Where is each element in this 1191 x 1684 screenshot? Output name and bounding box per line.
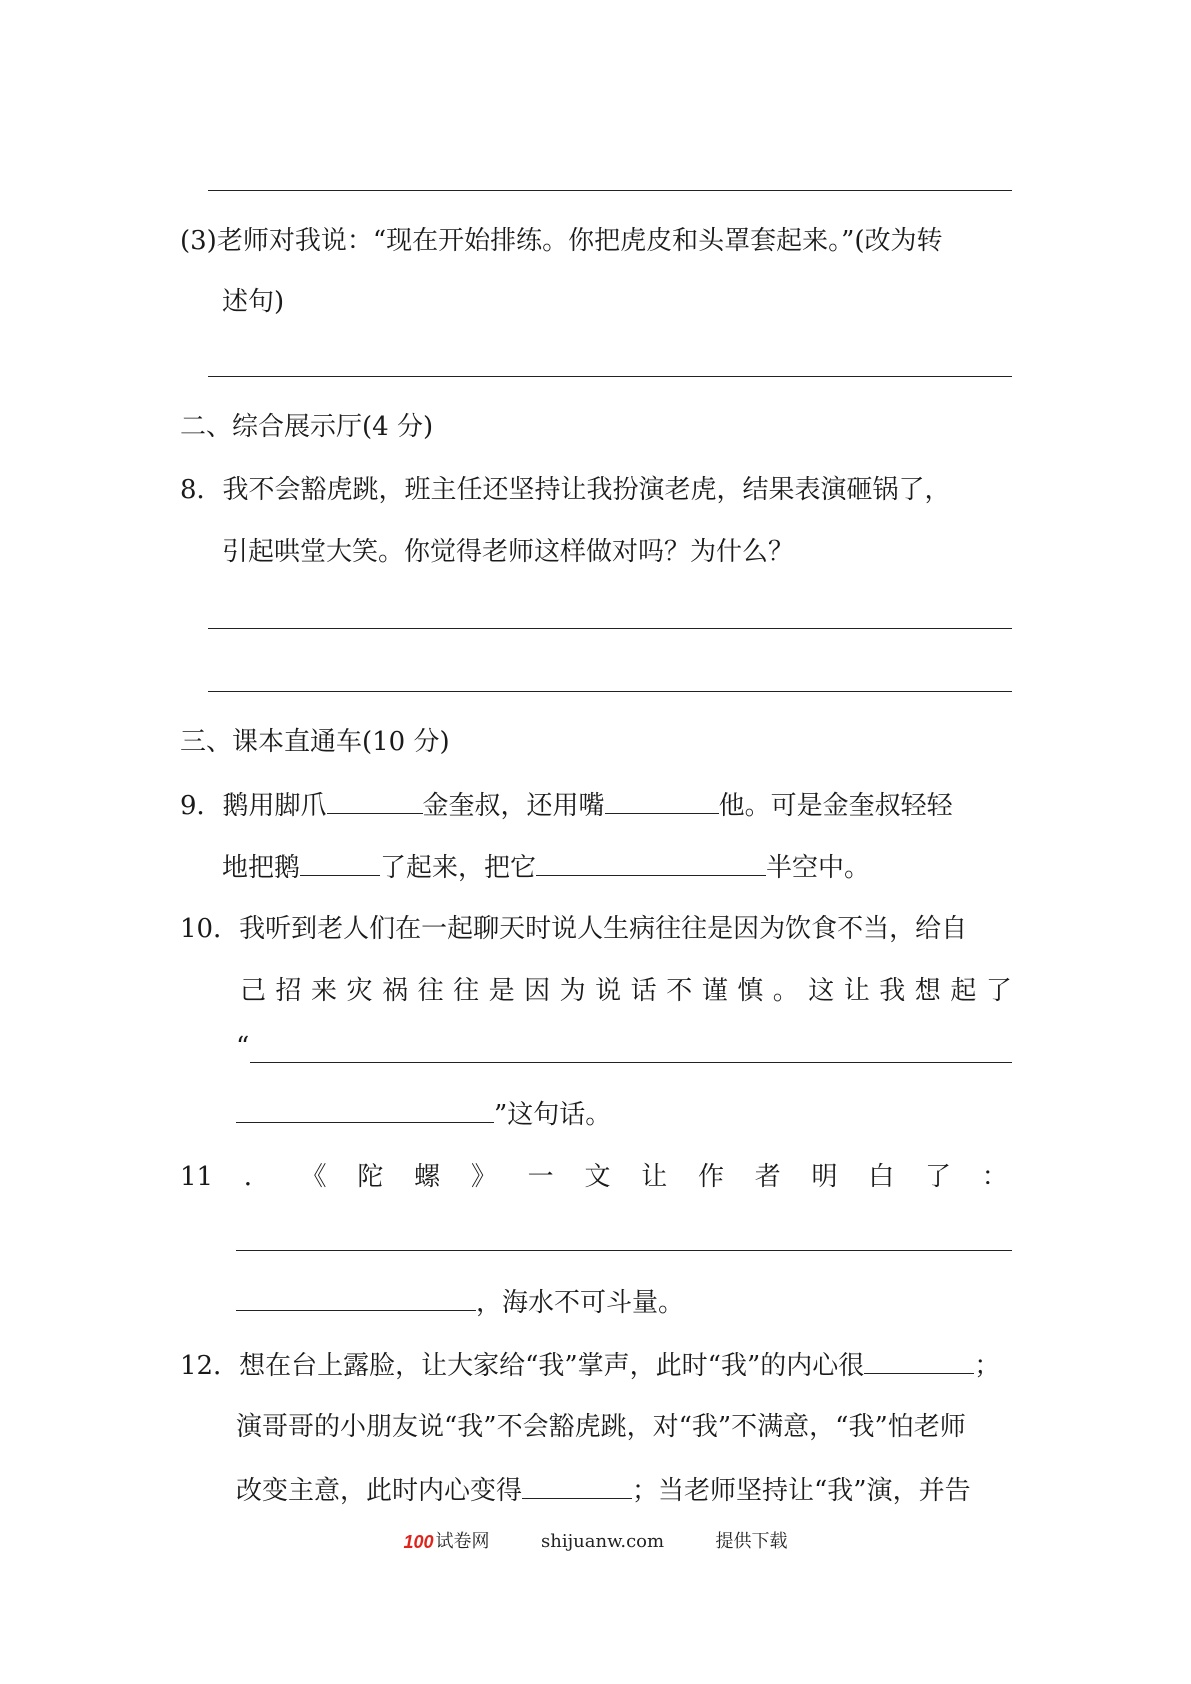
- q11-char: 者: [754, 1162, 781, 1192]
- q10-char: 谨: [701, 976, 728, 1006]
- fill-blank[interactable]: [300, 849, 380, 876]
- q10-char: 是: [488, 976, 515, 1006]
- q12-text: ；: [974, 1351, 1001, 1381]
- q10-end: ”这句话。: [494, 1100, 612, 1130]
- q12-text: 12．想在台上露脸，让大家给“我”掌声，此时“我”的内心很: [180, 1351, 865, 1381]
- q9-text: 地把鹅: [222, 853, 301, 883]
- q11-char: 《: [300, 1162, 327, 1192]
- site-logo: 100: [403, 1532, 434, 1552]
- question-10-answer-line: [236, 1096, 611, 1132]
- question-11-answer-line: [236, 1284, 684, 1320]
- q11-char: 明: [811, 1162, 838, 1192]
- q10-char: 这: [808, 976, 835, 1006]
- fill-blank[interactable]: [536, 849, 766, 876]
- footer-note: 提供下载: [715, 1531, 788, 1552]
- q11-char: 陀: [357, 1162, 384, 1192]
- q10-char: 慎: [737, 976, 764, 1006]
- q10-char: 为: [559, 976, 586, 1006]
- q9-text: 金奎叔，还用嘴: [422, 791, 605, 821]
- q10-char: 因: [524, 976, 551, 1006]
- answer-line[interactable]: [208, 628, 1012, 629]
- page-footer: [0, 1530, 1191, 1554]
- question-10-continuation: [240, 974, 1012, 1008]
- question-7-3-continuation: 述句): [222, 287, 285, 317]
- q10-char: 招: [275, 976, 302, 1006]
- q10-char: 己: [240, 976, 267, 1006]
- question-8-continuation: 引起哄堂大笑。你觉得老师这样做对吗？为什么？: [222, 537, 795, 567]
- q10-char: 。: [772, 976, 799, 1006]
- q11-end: ，海水不可斗量。: [476, 1288, 685, 1318]
- q11-char: 》: [470, 1162, 497, 1192]
- section-title-3: 三、课本直通车(10 分): [180, 727, 450, 757]
- q10-char: 祸: [382, 976, 409, 1006]
- q11-char: 了: [925, 1162, 952, 1192]
- question-12: [180, 1347, 1000, 1383]
- question-12-continuation: 演哥哥的小朋友说“我”不会豁虎跳，对“我”不满意，“我”怕老师: [236, 1412, 966, 1442]
- answer-line[interactable]: [236, 1250, 1012, 1251]
- q9-text: 了起来，把它: [380, 853, 537, 883]
- question-9: [180, 787, 953, 823]
- question-8: 8．我不会豁虎跳，班主任还坚持让我扮演老虎，结果表演砸锅了，: [180, 475, 951, 505]
- fill-blank[interactable]: [327, 787, 423, 814]
- answer-line[interactable]: [208, 376, 1012, 377]
- q10-char: 往: [417, 976, 444, 1006]
- site-domain[interactable]: shijuanw.com: [540, 1531, 665, 1552]
- q11-char: 让: [641, 1162, 668, 1192]
- fill-blank[interactable]: [236, 1096, 494, 1123]
- q11-char: 11: [180, 1162, 214, 1192]
- q10-char: 灾: [346, 976, 373, 1006]
- q11-char: 作: [697, 1162, 724, 1192]
- site-name: 试卷网: [435, 1531, 490, 1552]
- q10-char: 话: [630, 976, 657, 1006]
- q12-text: ；当老师坚持让“我”演，并告: [632, 1476, 971, 1506]
- q11-char: ．: [243, 1162, 270, 1192]
- question-10: 10．我听到老人们在一起聊天时说人生病往往是因为饮食不当，给自: [180, 914, 968, 944]
- q11-char: 白: [868, 1162, 895, 1192]
- q9-text: 9．鹅用脚爪: [180, 791, 327, 821]
- fill-blank[interactable]: [236, 1284, 476, 1311]
- open-quote: “: [236, 1032, 250, 1062]
- q11-char: ：: [981, 1162, 1008, 1192]
- q11-char: 文: [584, 1162, 611, 1192]
- q10-char: 让: [843, 976, 870, 1006]
- q10-char: 了: [985, 976, 1012, 1006]
- q10-char: 想: [914, 976, 941, 1006]
- q10-char: 往: [453, 976, 480, 1006]
- question-7-3: (3)老师对我说：“现在开始排练。你把虎皮和头罩套起来。”(改为转: [180, 226, 943, 256]
- answer-line[interactable]: [208, 691, 1012, 692]
- question-12-continuation: [236, 1472, 971, 1508]
- q11-char: 螺: [414, 1162, 441, 1192]
- section-title-2: 二、综合展示厅(4 分): [180, 412, 434, 442]
- q10-char: 不: [666, 976, 693, 1006]
- q9-text: 他。可是金奎叔轻轻: [718, 791, 953, 821]
- fill-blank[interactable]: [864, 1347, 974, 1374]
- q10-char: 来: [311, 976, 338, 1006]
- q9-text: 半空中。: [766, 853, 871, 883]
- q11-char: 一: [527, 1162, 554, 1192]
- q10-char: 我: [879, 976, 906, 1006]
- answer-line[interactable]: [208, 190, 1012, 191]
- fill-blank[interactable]: [522, 1472, 632, 1499]
- question-9-continuation: [222, 849, 870, 885]
- q10-char: 起: [950, 976, 977, 1006]
- q12-text: 改变主意，此时内心变得: [236, 1476, 523, 1506]
- question-11: [180, 1160, 1008, 1194]
- answer-line[interactable]: [250, 1062, 1012, 1063]
- fill-blank[interactable]: [605, 787, 719, 814]
- q10-char: 说: [595, 976, 622, 1006]
